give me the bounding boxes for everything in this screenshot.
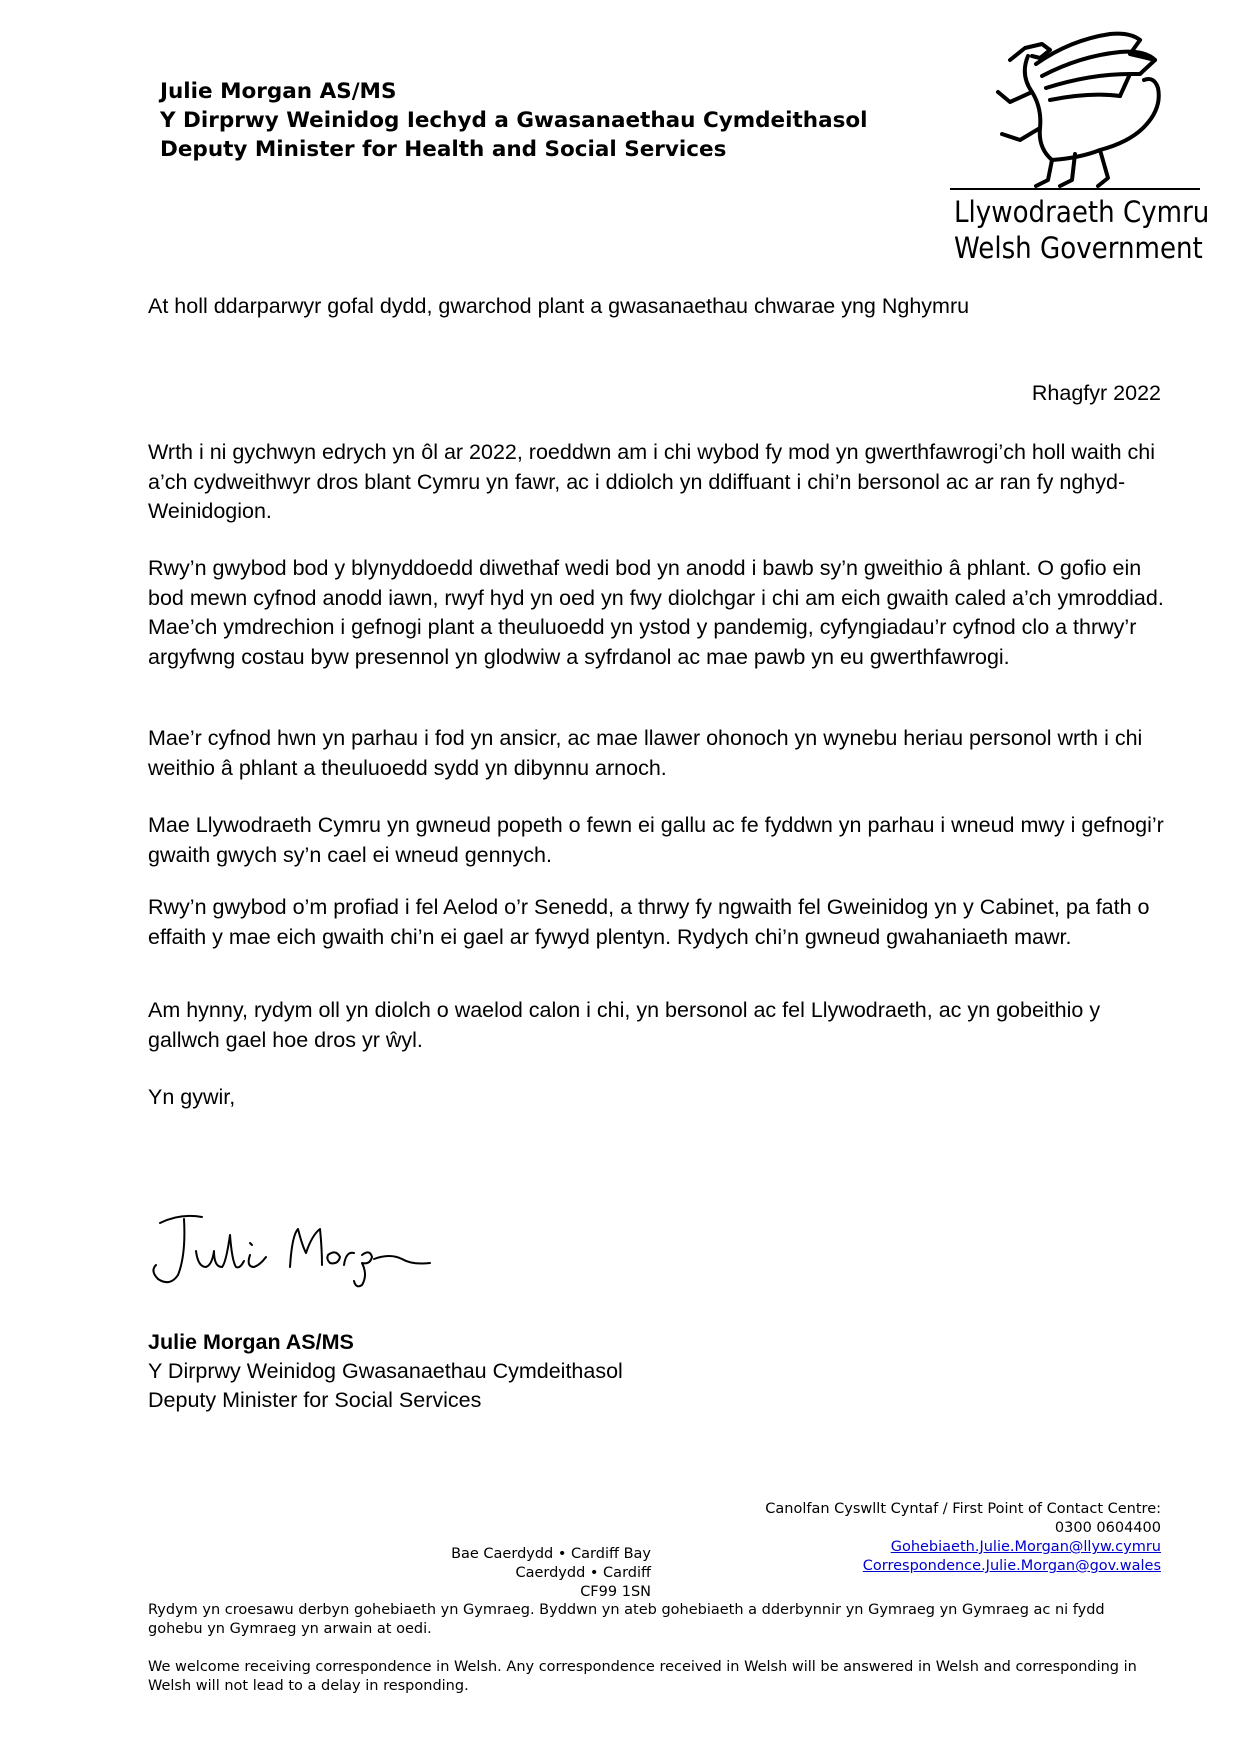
logo-line-welsh: Llywodraeth Cymru bbox=[954, 195, 1210, 229]
body-paragraph: Wrth i ni gychwyn edrych yn ôl ar 2022, roeddwn am i chi wybod fy mod yn gwerthfawrogi’ch holl waith chi a’ch cydweithwyr dros blant Cymru yn fawr, ac i ddiolch yn ddiffuant i chi’n bersonol ac ar ran fy nghyd-Weinidogion. bbox=[148, 440, 1155, 523]
body-paragraph: Mae’r cyfnod hwn yn parhau i fod yn ansicr, ac mae llawer ohonoch yn wynebu heriau personol wrth i chi weithio â phlant a theuluoedd sydd yn dibynnu arnoch. bbox=[148, 726, 1143, 780]
body-paragraph: Am hynny, rydym oll yn diolch o waelod calon i chi, yn bersonol ac fel Llywodraeth, ac yn gobeithio y gallwch gael hoe dros yr ŵyl. bbox=[148, 998, 1101, 1052]
letter-date: Rhagfyr 2022 bbox=[1031, 381, 1161, 405]
address-line: Bae Caerdydd • Cardiff Bay bbox=[451, 1546, 651, 1562]
logo-line-english: Welsh Government bbox=[954, 231, 1203, 265]
signatory-title-welsh: Y Dirprwy Weinidog Gwasanaethau Cymdeithasol bbox=[148, 1359, 623, 1383]
signature-block bbox=[148, 1328, 623, 1415]
sender-title-english: Deputy Minister for Health and Social Services bbox=[160, 137, 727, 162]
language-notice-english: We welcome receiving correspondence in Welsh. Any correspondence received in Welsh will be answered in Welsh and corresponding in Welsh will not lead to a delay in responding. bbox=[148, 1659, 1137, 1694]
welsh-dragon-icon bbox=[980, 30, 1180, 195]
sender-name: Julie Morgan AS/MS bbox=[160, 79, 397, 104]
signatory-name: Julie Morgan AS/MS bbox=[148, 1330, 354, 1354]
contact-details bbox=[765, 1500, 1161, 1576]
signatory-title-english: Deputy Minister for Social Services bbox=[148, 1388, 482, 1412]
logo-divider bbox=[950, 188, 1200, 190]
handwritten-signature bbox=[140, 1195, 440, 1295]
addressee: At holl ddarparwyr gofal dydd, gwarchod plant a gwasanaethau chwarae yng Nghymru bbox=[148, 294, 970, 318]
postal-address bbox=[451, 1545, 651, 1602]
email-link-english[interactable]: Correspondence.Julie.Morgan@gov.wales bbox=[862, 1558, 1161, 1574]
address-line: Caerdydd • Cardiff bbox=[515, 1565, 651, 1581]
body-paragraph: Rwy’n gwybod o’m profiad i fel Aelod o’r Senedd, a thrwy fy ngwaith fel Gweinidog yn y Cabinet, pa fath o effaith y mae eich gwaith chi’n ei gael ar fywyd plentyn. Rydych chi’n gwneud gwahaniaeth mawr. bbox=[148, 895, 1150, 949]
welsh-government-logo bbox=[950, 30, 1210, 270]
sender-block bbox=[160, 77, 868, 164]
language-notice-welsh: Rydym yn croesawu derbyn gohebiaeth yn Gymraeg. Byddwn yn ateb gohebiaeth a dderbynnir yn Gymraeg yn Gymraeg ac ni fydd gohebu yn Gymraeg yn arwain at oedi. bbox=[148, 1602, 1105, 1637]
address-line: CF99 1SN bbox=[580, 1584, 651, 1600]
language-notice bbox=[148, 1601, 1148, 1715]
logo-wordmark bbox=[954, 194, 1209, 266]
closing-salutation: Yn gywir, bbox=[148, 1085, 236, 1109]
contact-phone: 0300 0604400 bbox=[1054, 1520, 1161, 1536]
email-link-welsh[interactable]: Gohebiaeth.Julie.Morgan@llyw.cymru bbox=[890, 1539, 1161, 1555]
body-paragraph: Rwy’n gwybod bod y blynyddoedd diwethaf wedi bod yn anodd i bawb sy’n gweithio â phlant. O gofio ein bod mewn cyfnod anodd iawn, rwyf hyd yn oed yn fwy diolchgar i chi am eich gwaith caled a’ch ymroddiad. Mae’ch ymdrechion i gefnogi plant a theuluoedd yn ystod y pandemig, cyfyngiadau’r cyfnod clo a thrwy’r argyfwng costau byw presennol yn glodwiw a syfrdanol ac mae pawb yn eu gwerthfawrogi. bbox=[148, 556, 1164, 669]
contact-label: Canolfan Cyswllt Cyntaf / First Point of Contact Centre: bbox=[765, 1501, 1161, 1517]
body-paragraph: Mae Llywodraeth Cymru yn gwneud popeth o fewn ei gallu ac fe fyddwn yn parhau i wneud mwy i gefnogi’r gwaith gwych sy’n cael ei wneud gennych. bbox=[148, 813, 1164, 867]
sender-title-welsh: Y Dirprwy Weinidog Iechyd a Gwasanaethau Cymdeithasol bbox=[160, 108, 868, 133]
